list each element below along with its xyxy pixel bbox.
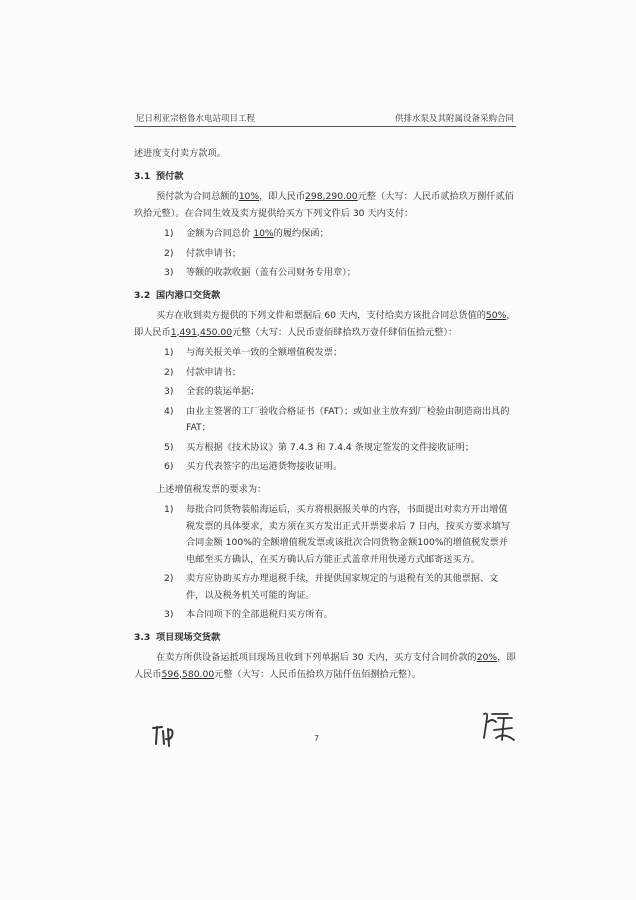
list-item: 2) 卖方应协助买方办理退税手续，并提供国家规定的与退税有关的其他票据、文件，以及税务机关可能的询证。	[164, 573, 499, 601]
amount-value: 298,290.00	[305, 191, 358, 202]
section-3-2-paragraph: 买方在收到卖方提供的下列文件和票据后 60 天内，支付给卖方该批合同总货值的50%，即人民币1,491,450.00元整（大写：人民币壹佰肆拾玖万壹仟肆佰伍拾元整）：	[134, 310, 516, 338]
header-contract-title: 供排水泵及其附属设备采购合同	[394, 114, 514, 124]
list-item: 1) 金额为合同总价 10%的履约保函；	[164, 228, 329, 239]
list-item: 2) 付款申请书；	[164, 247, 242, 259]
list-item: 1) 与海关报关单一致的全额增值税发票；	[164, 347, 343, 358]
list-item: 3) 等额的收款收据（盖有公司财务专用章）；	[164, 267, 356, 278]
section-title: 项目现场交货款	[156, 631, 221, 643]
section-3-1-list	[134, 226, 516, 282]
list-item: 1) 每批合同货物装船海运后，买方将根据报关单的内容，书面提出对卖方开出增值税发票的具体要求，卖方须在买方发出正式开票要求后 7 日内，按买方要求填写合同金额 100%的全额增值税发票或该批次合同货物金额100%的增值税发票并电邮至买方确认，在买方确认后方能正式盖章并用快递方式邮寄送买方。	[164, 504, 511, 565]
document-body	[134, 146, 516, 687]
percent-value: 20%	[476, 652, 498, 663]
list-item: 4) 由业主签署的工厂验收合格证书（FAT）；或如业主放弃到厂检验由制造商出具的 FAT；	[164, 405, 510, 433]
section-number: 3.1	[134, 170, 151, 182]
section-title: 国内港口交货款	[156, 289, 221, 301]
amount-value: 596,580.00	[161, 668, 215, 680]
section-3-1-heading	[134, 169, 516, 186]
header-project-title: 尼日利亚宗格鲁水电站项目工程	[136, 114, 256, 124]
section-title: 预付款	[156, 170, 184, 182]
list-item: 3) 本合同项下的全部退税归买方所有。	[164, 609, 333, 620]
section-3-3-heading	[134, 630, 516, 647]
section-number: 3.2	[134, 289, 151, 301]
header-rule	[134, 126, 516, 127]
percent-value: 10%	[238, 191, 260, 202]
initials-signature-right	[478, 708, 520, 748]
list-item: 6) 买方代表签字的出运港货物接收证明。	[164, 461, 343, 472]
handwritten-signature-icon	[478, 708, 520, 744]
intro-line: 述进度支付卖方款项。	[134, 148, 226, 159]
vat-intro: 上述增值税发票的要求为：	[156, 483, 267, 495]
handwritten-signature-icon	[150, 722, 186, 748]
section-3-2-heading	[134, 288, 516, 305]
page-number: 7	[314, 734, 320, 743]
section-3-1-paragraph: 预付款为合同总额的10%，即人民币298,290.00元整（大写：人民币贰拾玖万捌仟贰佰玖拾元整）。在合同生效及卖方提供给买方下列文件后 30 天内支付：	[134, 191, 514, 219]
section-number: 3.3	[134, 631, 151, 643]
list-item: 3) 全套的装运单据；	[164, 386, 260, 397]
list-item: 5) 买方根据《技术协议》第 7.4.3 和 7.4.4 条规定签发的文件接收证明；	[164, 441, 475, 453]
initials-signature-left	[150, 722, 186, 752]
amount-value: 1,491,450.00	[170, 326, 233, 338]
section-3-3-paragraph: 在卖方所供设备运抵项目现场且收到下列单据后 30 天内，买方支付合同价款的20%，即人民币596,580.00元整（大写：人民币伍拾玖万陆仟伍佰捌拾元整）。	[134, 652, 516, 680]
vat-requirements-list	[134, 502, 516, 624]
percent-value: 50%	[485, 310, 507, 321]
list-item: 2) 付款申请书；	[164, 366, 242, 378]
section-3-2-list	[134, 345, 516, 476]
